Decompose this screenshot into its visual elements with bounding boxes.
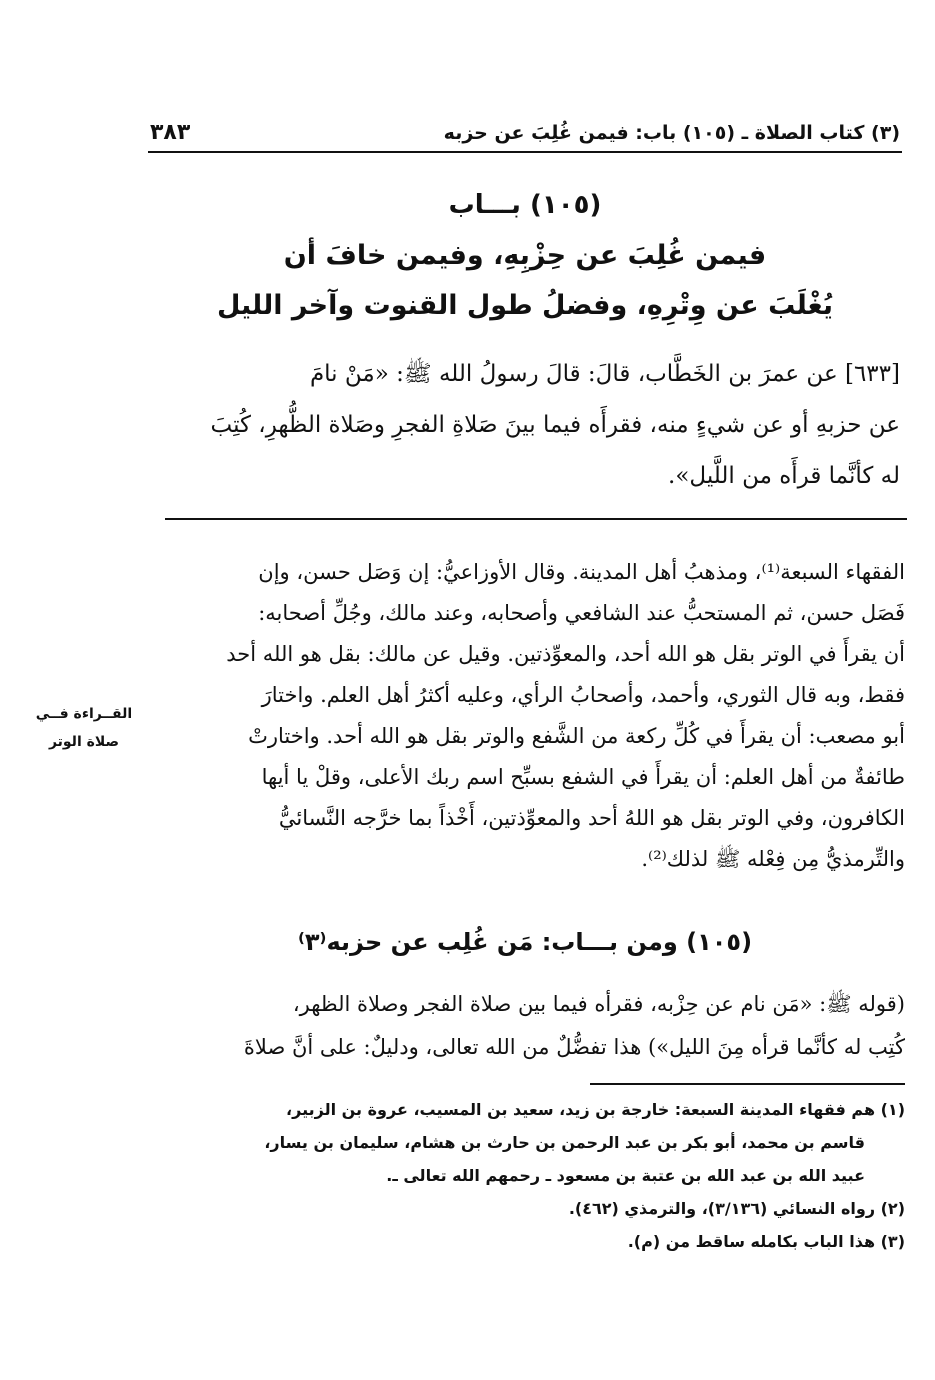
footnote-1-line: قاسم بن محمد، أبو بكر بن عبد الرحمن بن حارث بن هشام، سليمان بن يسار،: [264, 1133, 865, 1152]
footnote-3: (٣) هذا الباب بكامله ساقط من (م).: [627, 1232, 905, 1251]
commentary-line: الكافرون، وفي الوتر بقل هو اللهُ أحد والمعوِّذتين، أَخْذاً بما خرَّجه النَّسائيُّ: [278, 806, 905, 830]
hadith-line: له كأنَّما قرأَه من اللَّيل».: [668, 463, 900, 489]
chapter-number: (١٠٥) بـــاب: [448, 190, 602, 220]
commentary-line: فقط، وبه قال الثوري، وأحمد، وأصحابُ الرأي، وعليه أكثرُ أهل العلم. واختارَ: [261, 683, 905, 707]
commentary-line: أن يقرأَ في الوتر بقل هو الله أحد، والمعوِّذتين. وقيل عن مالك: بقل هو الله أحد: [226, 642, 905, 666]
commentary-line: أبو مصعب: أن يقرأَ في كُلِّ ركعة من الشَّفع والوتر بقل هو الله أحد. واختارتْ: [248, 724, 905, 748]
chapter-title-line-2: يُغْلَبَ عن وِتْرِهِ، وفضلُ طول القنوت وآخر الليل: [216, 290, 834, 321]
footnote-1-line: عبيد الله بن عبد الله بن عتبة بن مسعود ـ رحمهم الله تعالى ـ.: [386, 1166, 865, 1185]
commentary-line: فَصَل حسن، ثم المستحبُّ عند الشافعي وأصحابه، وعند مالك، وجُلِّ أصحابه:: [258, 601, 905, 625]
commentary-line: الفقهاء السبعة⁽¹⁾، ومذهبُ أهل المدينة. وقال الأوزاعيُّ: إن وَصَل حسن، وإن: [258, 560, 905, 584]
hadith-text: [160, 349, 900, 502]
commentary-text: [160, 552, 905, 880]
quote-text: [160, 983, 905, 1069]
hadith-line: [٦٣٣] عن عمرَ بن الخَطَّاب، قالَ: قالَ رسولُ الله ﷺ: «مَنْ نامَ: [309, 361, 900, 387]
footnote-rule: [590, 1083, 905, 1085]
running-header-title: (٣) كتاب الصلاة ـ (١٠٥) باب: فيمن غُلِبَ عن حزبه: [443, 122, 900, 144]
footnote-2: (٢) رواه النسائي (٣/١٣٦)، والترمذي (٤٦٢).: [568, 1199, 905, 1218]
header-rule: [148, 151, 902, 153]
margin-note-line-2: صلاة الوتر: [48, 734, 120, 750]
quote-line: كُتِب له كأنَّما قرأه مِنَ الليل») هذا تفضُّلٌ من الله تعالى، ودليلٌ: على أنَّ صلاةَ: [243, 1035, 905, 1059]
running-header: [150, 118, 900, 154]
footnotes: [160, 1093, 905, 1258]
commentary-line: طائفةٌ من أهل العلم: أن يقرأَ في الشفع بسبِّح اسم ربك الأعلى، وقلْ يا أيها: [261, 765, 905, 789]
margin-note-line-1: القــراءة فــي: [35, 706, 133, 722]
chapter-title-line-1: فيمن غُلِبَ عن حِزْبِهِ، وفيمن خافَ أن: [283, 240, 767, 271]
page-number: ٣٨٣: [150, 120, 191, 145]
quote-line: (قوله ﷺ: «مَن نام عن حِزْبه، فقرأه فيما بين صلاة الفجر وصلاة الظهر،: [292, 992, 905, 1016]
hadith-line: عن حزبهِ أو عن شيءٍ منه، فقرأَه فيما بينَ صَلاةِ الفجرِ وصَلاة الظُّهرِ، كُتِبَ: [210, 412, 900, 438]
separator-rule: [165, 518, 907, 520]
sub-heading: (١٠٥) ومن بـــاب: مَن غُلِب عن حزبه⁽٣⁾: [297, 928, 753, 956]
footnote-1-line: (١) هم فقهاء المدينة السبعة: خارجة بن زيد، سعيد بن المسيب، عروة بن الزبير،: [286, 1100, 905, 1119]
margin-note: [18, 700, 150, 756]
commentary-line: والتِّرمذيُّ مِن فِعْله ﷺ لذلك⁽²⁾.: [641, 847, 905, 871]
